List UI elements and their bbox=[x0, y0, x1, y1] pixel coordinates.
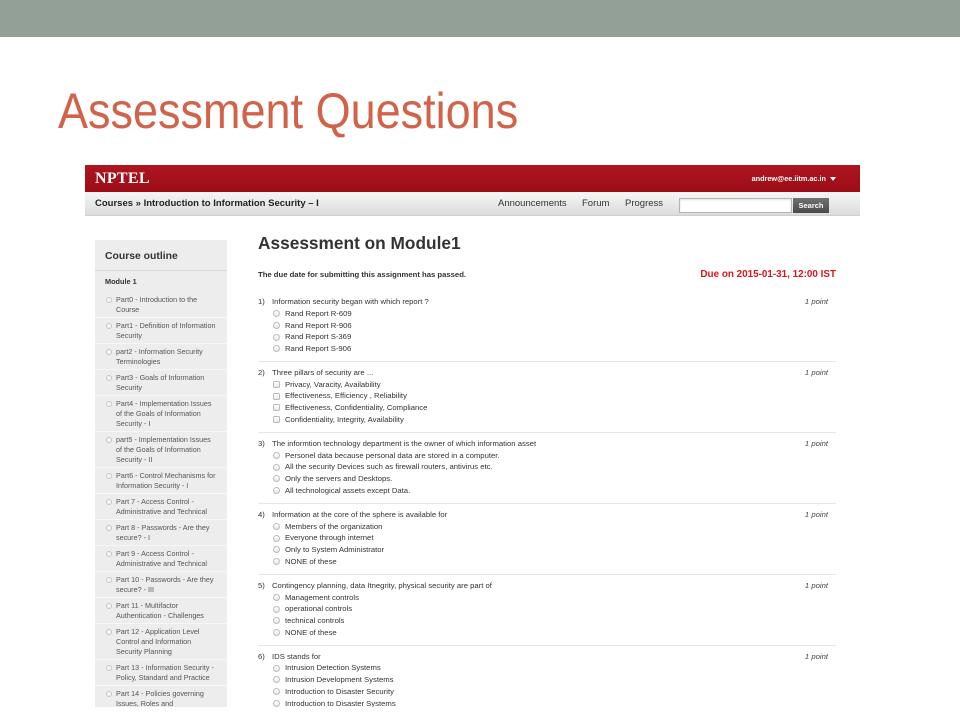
option-label[interactable]: Only the servers and Desktops. bbox=[285, 474, 393, 484]
option-row[interactable] bbox=[258, 544, 836, 556]
sidebar-item-label[interactable]: Part 11 - Multifactor Authentication - Challenges bbox=[116, 601, 204, 620]
checkbox-icon[interactable] bbox=[273, 393, 280, 400]
circle-bullet-icon bbox=[106, 375, 112, 381]
sidebar-item[interactable] bbox=[95, 344, 227, 370]
option-label[interactable]: Rand Report S-369 bbox=[285, 332, 352, 342]
question-text: Contingency planning, data Itnegrity, physical security are part of bbox=[272, 580, 492, 590]
sidebar-item[interactable] bbox=[95, 686, 227, 707]
circle-bullet-icon bbox=[106, 297, 112, 303]
option-row[interactable] bbox=[258, 556, 836, 568]
question-points: 1 point bbox=[804, 297, 828, 307]
circle-bullet-icon bbox=[106, 577, 112, 583]
option-row[interactable] bbox=[258, 414, 836, 426]
sidebar-item-label[interactable]: part5 - Implementation Issues of the Goals of Information Security - II bbox=[116, 435, 211, 464]
circle-bullet-icon bbox=[106, 473, 112, 479]
radio-icon[interactable] bbox=[273, 487, 280, 494]
radio-icon[interactable] bbox=[273, 322, 280, 329]
sidebar-item[interactable] bbox=[95, 292, 227, 318]
option-label[interactable]: NONE of these bbox=[285, 627, 337, 637]
option-label[interactable]: Introduction to Disaster Security bbox=[285, 686, 394, 696]
circle-bullet-icon bbox=[106, 629, 112, 635]
radio-icon[interactable] bbox=[273, 546, 280, 553]
question-number: 1) bbox=[258, 297, 265, 307]
outline-list bbox=[95, 292, 227, 707]
course-outline-sidebar bbox=[95, 240, 227, 707]
radio-icon[interactable] bbox=[273, 594, 280, 601]
circle-bullet-icon bbox=[106, 349, 112, 355]
sidebar-item[interactable] bbox=[95, 572, 227, 598]
radio-icon[interactable] bbox=[273, 700, 280, 707]
option-row[interactable] bbox=[258, 674, 836, 686]
nav-announcements[interactable]: Announcements bbox=[498, 198, 567, 209]
question-row bbox=[258, 509, 836, 521]
sidebar-item[interactable] bbox=[95, 520, 227, 546]
option-label[interactable]: Rand Report R-609 bbox=[285, 308, 352, 318]
search-button[interactable]: Search bbox=[793, 198, 829, 213]
nav-progress[interactable]: Progress bbox=[625, 198, 664, 209]
option-label[interactable]: All technological assets except Data. bbox=[285, 485, 411, 495]
option-row[interactable] bbox=[258, 521, 836, 533]
option-row[interactable] bbox=[258, 379, 836, 391]
question-number: 5) bbox=[258, 580, 265, 590]
option-label[interactable]: Privacy, Varacity, Availability bbox=[285, 379, 381, 389]
due-note: The due date for submitting this assignment has passed. bbox=[258, 270, 467, 279]
option-label[interactable]: Personel data because personal data are stored in a computer. bbox=[285, 450, 500, 460]
option-row[interactable] bbox=[258, 450, 836, 462]
option-row[interactable] bbox=[258, 390, 836, 402]
sidebar-item-label[interactable]: part2 - Information Security Terminologies bbox=[116, 347, 203, 366]
circle-bullet-icon bbox=[106, 665, 112, 671]
circle-bullet-icon bbox=[106, 401, 112, 407]
question-number: 2) bbox=[258, 368, 265, 378]
option-row[interactable] bbox=[258, 532, 836, 544]
question-points: 1 point bbox=[804, 438, 828, 448]
radio-icon[interactable] bbox=[273, 452, 280, 459]
option-label[interactable]: NONE of these bbox=[285, 556, 337, 566]
option-label[interactable]: Intrusion Detection Systems bbox=[285, 663, 381, 673]
checkbox-icon[interactable] bbox=[273, 381, 280, 388]
option-row[interactable] bbox=[258, 615, 836, 627]
circle-bullet-icon bbox=[106, 691, 112, 697]
circle-bullet-icon bbox=[106, 499, 112, 505]
option-label[interactable]: Rand Report S-906 bbox=[285, 343, 352, 353]
question-number: 4) bbox=[258, 509, 265, 519]
option-label[interactable]: operational controls bbox=[285, 604, 353, 614]
sidebar-item-label[interactable]: Part3 - Goals of Information Security bbox=[116, 373, 205, 392]
circle-bullet-icon bbox=[106, 437, 112, 443]
user-email[interactable]: andrew@ee.iitm.ac.in bbox=[751, 174, 826, 183]
radio-icon[interactable] bbox=[273, 535, 280, 542]
question-number: 6) bbox=[258, 651, 265, 661]
question-points: 1 point bbox=[804, 509, 828, 519]
sidebar-item[interactable] bbox=[95, 598, 227, 624]
assessment-title: Assessment on Module1 bbox=[258, 233, 461, 253]
option-label[interactable]: Confidentiality, Integrity, Availability bbox=[285, 414, 404, 424]
option-row[interactable] bbox=[258, 473, 836, 485]
question-list bbox=[258, 296, 836, 707]
sidebar-item[interactable] bbox=[95, 370, 227, 396]
sidebar-item-label[interactable]: Part0 - Introduction to the Course bbox=[116, 295, 198, 314]
option-row[interactable] bbox=[258, 320, 836, 332]
slide-title: Assessment Questions bbox=[58, 83, 519, 139]
sidebar-item-label[interactable]: Part 13 - Information Security - Policy, Standard and Practice bbox=[116, 663, 214, 682]
question-text: Information security began with which report ? bbox=[272, 297, 429, 307]
question-points: 1 point bbox=[804, 368, 828, 378]
radio-icon[interactable] bbox=[273, 558, 280, 565]
option-row[interactable] bbox=[258, 662, 836, 674]
brand-logo[interactable]: NPTEL bbox=[95, 170, 150, 187]
question-item bbox=[258, 296, 836, 362]
option-label[interactable]: Rand Report R-906 bbox=[285, 320, 352, 330]
sidebar-item[interactable] bbox=[95, 660, 227, 686]
sidebar-item-label[interactable]: Part 14 - Policies governing Issues, Roles and bbox=[116, 689, 204, 707]
question-row bbox=[258, 438, 836, 450]
course-outline-heading: Course outline bbox=[95, 240, 227, 271]
radio-icon[interactable] bbox=[273, 523, 280, 530]
option-row[interactable] bbox=[258, 402, 836, 414]
option-label[interactable]: technical controls bbox=[285, 615, 345, 625]
question-row bbox=[258, 367, 836, 379]
sidebar-item-label[interactable]: Part 7 - Access Control - Administrative and Technical bbox=[116, 497, 207, 516]
question-row bbox=[258, 651, 836, 663]
option-row[interactable] bbox=[258, 592, 836, 604]
option-label[interactable]: Only to System Administrator bbox=[285, 544, 385, 554]
caret-down-icon[interactable] bbox=[830, 177, 836, 181]
option-row[interactable] bbox=[258, 461, 836, 473]
option-label[interactable]: Introduction to Disaster Systems bbox=[285, 698, 396, 707]
option-label[interactable]: Effectiveness, Confidentiality, Compliance bbox=[285, 403, 428, 413]
sidebar-item[interactable] bbox=[95, 318, 227, 344]
option-label[interactable]: Intrusion Development Systems bbox=[285, 675, 394, 685]
option-label[interactable]: All the security Devices such as firewall routers, antivirus etc. bbox=[285, 462, 493, 472]
radio-icon[interactable] bbox=[273, 665, 280, 672]
question-item bbox=[258, 438, 836, 504]
checkbox-icon[interactable] bbox=[273, 404, 280, 411]
radio-icon[interactable] bbox=[273, 629, 280, 636]
question-text: IDS stands for bbox=[272, 651, 321, 661]
radio-icon[interactable] bbox=[273, 334, 280, 341]
sidebar-item[interactable] bbox=[95, 546, 227, 572]
sidebar-item-label[interactable]: Part 8 - Passwords - Are they secure? - I bbox=[116, 523, 210, 542]
sidebar-item[interactable] bbox=[95, 624, 227, 660]
sidebar-item[interactable] bbox=[95, 468, 227, 494]
radio-icon[interactable] bbox=[273, 345, 280, 352]
option-row[interactable] bbox=[258, 343, 836, 355]
option-label[interactable]: Members of the organization bbox=[285, 521, 383, 531]
option-label[interactable]: Everyone through internet bbox=[285, 533, 374, 543]
option-row[interactable] bbox=[258, 627, 836, 639]
site-header bbox=[85, 165, 860, 192]
sidebar-item-label[interactable]: Part 12 - Application Level Control and Information Security Planning bbox=[116, 627, 200, 656]
option-row[interactable] bbox=[258, 485, 836, 497]
radio-icon[interactable] bbox=[273, 688, 280, 695]
circle-bullet-icon bbox=[106, 323, 112, 329]
course-page-screenshot bbox=[85, 165, 860, 707]
question-points: 1 point bbox=[804, 580, 828, 590]
top-band bbox=[0, 0, 960, 37]
sidebar-item-label[interactable]: Part4 - Implementation Issues of the Goals of Information Security - I bbox=[116, 399, 212, 428]
question-item bbox=[258, 580, 836, 646]
module-heading[interactable]: Module 1 bbox=[105, 277, 137, 286]
due-date: Due on 2015-01-31, 12:00 IST bbox=[700, 269, 836, 280]
option-row[interactable] bbox=[258, 308, 836, 320]
option-row[interactable] bbox=[258, 331, 836, 343]
circle-bullet-icon bbox=[106, 551, 112, 557]
breadcrumb-bar bbox=[85, 192, 860, 216]
radio-icon[interactable] bbox=[273, 676, 280, 683]
sidebar-item-label[interactable]: Part6 - Control Mechanisms for Information Security - I bbox=[116, 471, 216, 490]
sidebar-item[interactable] bbox=[95, 494, 227, 520]
question-row bbox=[258, 296, 836, 308]
question-text: The informtion technology department is the owner of which information asset bbox=[272, 438, 537, 448]
question-item bbox=[258, 509, 836, 575]
circle-bullet-icon bbox=[106, 603, 112, 609]
user-menu[interactable] bbox=[752, 165, 836, 192]
question-text: Information at the core of the sphere is available for bbox=[272, 509, 448, 519]
sidebar-item[interactable] bbox=[95, 396, 227, 432]
radio-icon[interactable] bbox=[273, 310, 280, 317]
sidebar-item-label[interactable]: Part 9 - Access Control - Administrative and Technical bbox=[116, 549, 207, 568]
sidebar-item[interactable] bbox=[95, 432, 227, 468]
option-row[interactable] bbox=[258, 603, 836, 615]
radio-icon[interactable] bbox=[273, 617, 280, 624]
option-label[interactable]: Effectiveness, Efficiency , Reliability bbox=[285, 391, 407, 401]
circle-bullet-icon bbox=[106, 525, 112, 531]
question-number: 3) bbox=[258, 438, 265, 448]
sidebar-item-label[interactable]: Part1 - Definition of Information Security bbox=[116, 321, 216, 340]
checkbox-icon[interactable] bbox=[273, 416, 280, 423]
question-item bbox=[258, 651, 836, 707]
question-points: 1 point bbox=[804, 651, 828, 661]
option-row[interactable] bbox=[258, 698, 836, 708]
sidebar-item-label[interactable]: Part 10 - Passwords - Are they secure? - III bbox=[116, 575, 214, 594]
search-input[interactable] bbox=[679, 198, 792, 213]
option-row[interactable] bbox=[258, 686, 836, 698]
radio-icon[interactable] bbox=[273, 475, 280, 482]
radio-icon[interactable] bbox=[273, 464, 280, 471]
option-label[interactable]: Management controls bbox=[285, 592, 359, 602]
question-text: Three pillars of security are ... bbox=[272, 368, 374, 378]
breadcrumb[interactable]: Courses » Introduction to Information Security – I bbox=[95, 198, 319, 209]
question-item bbox=[258, 367, 836, 433]
nav-forum[interactable]: Forum bbox=[582, 198, 610, 209]
radio-icon[interactable] bbox=[273, 606, 280, 613]
question-row bbox=[258, 580, 836, 592]
